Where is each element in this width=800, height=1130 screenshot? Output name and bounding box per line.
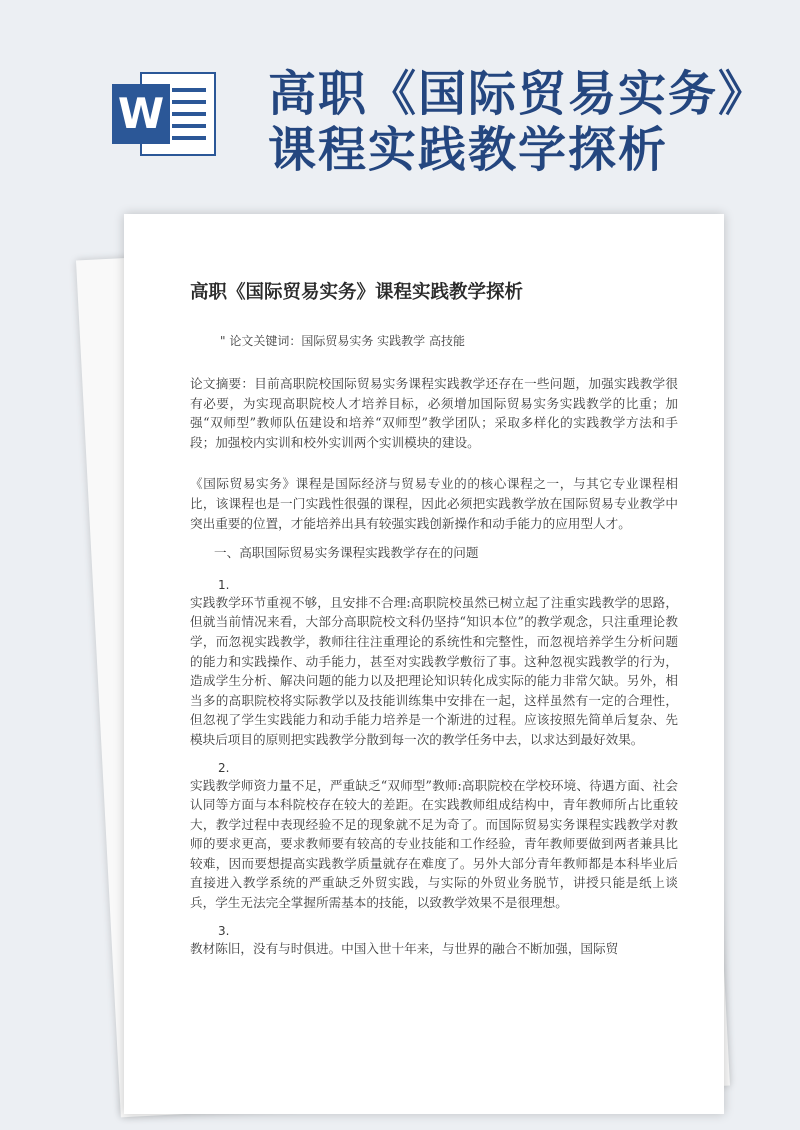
item-paragraph: 教材陈旧，没有与时俱进。中国入世十年来，与世界的融合不断加强，国际贸 <box>190 940 619 956</box>
document-page <box>124 214 724 1114</box>
abstract-paragraph: 论文摘要：目前高职院校国际贸易实务课程实践教学还存在一些问题，加强实践教学很有必要，为实现高职院校人才培养目标，必须增加国际贸易实务实践教学的比重；加强“双师型”教师队伍建设和培养“双师型”教学团队；采取多样化的实践教学方法和手段；加强校内实训和校外实训两个实训模块的建设。 <box>190 376 678 450</box>
preview-title-line1: 高职《国际贸易实务》 <box>268 66 769 122</box>
item-number: 3. <box>218 923 230 938</box>
item-number: 2. <box>218 760 230 775</box>
item-number: 1. <box>218 577 230 592</box>
word-letter-badge: W <box>112 84 170 144</box>
intro-paragraph: 《国际贸易实务》课程是国际经济与贸易专业的的核心课程之一，与其它专业课程相比，该课程也是一门实践性很强的课程，因此必须把实践教学放在国际贸易专业教学中突出重要的位置，才能培养出具有较强实践创新操作和动手能力的应用型人才。 <box>190 476 678 531</box>
word-document-icon <box>112 72 216 156</box>
item-paragraph: 实践教学师资力量不足，严重缺乏“双师型”教师:高职院校在学校环境、待遇方面、社会认同等方面与本科院校存在较大的差距。在实践教师组成结构中，青年教师所占比重较大，教学过程中表现经验不足的现象就不足为奇了。而国际贸易实务课程实践教学对教师的要求更高，要求教师要有较高的专业技能和工作经验，青年教师要做到两者兼具比较难，因而要想提高实践教学质量就存在难度了。另外大部分青年教师都是本科毕业后直接进入教学系统的严重缺乏外贸实践，与实际的外贸业务脱节，讲授只能是纸上谈兵，学生无法完全掌握所需基本的技能，以致教学效果不是很理想。 <box>190 777 678 911</box>
preview-header <box>0 0 800 210</box>
preview-title-line2: 课程实践教学探析 <box>268 122 669 178</box>
item-paragraph: 实践教学环节重视不够，且安排不合理:高职院校虽然已树立起了注重实践教学的思路，但就当前情况来看，大部分高职院校文科仍坚持“知识本位”的教学观念，只注重理论教学，而忽视实践教学，教师往往注重理论的系统性和完整性，而忽视培养学生分析问题的能力和实践操作、动手能力，甚至对实践教学敷衍了事。这种忽视实践教学的行为，造成学生分析、解决问题的能力以及把理论知识转化成实际的能力非常欠缺。另外，相当多的高职院校将实际教学以及技能训练集中安排在一起，这样虽然有一定的合理性，但忽视了学生实践能力和动手能力培养是一个渐进的过程。应该按照先简单后复杂、先模块后项目的原则把实践教学分散到每一次的教学任务中去，以求达到最好效果。 <box>190 594 678 747</box>
keywords-line: " 论文关键词：国际贸易实务 实践教学 高技能 <box>220 334 465 348</box>
document-content <box>190 280 678 958</box>
preview-title <box>268 66 768 178</box>
document-title: 高职《国际贸易实务》课程实践教学探析 <box>190 282 524 303</box>
section-heading: 一、高职国际贸易实务课程实践教学存在的问题 <box>214 545 479 561</box>
